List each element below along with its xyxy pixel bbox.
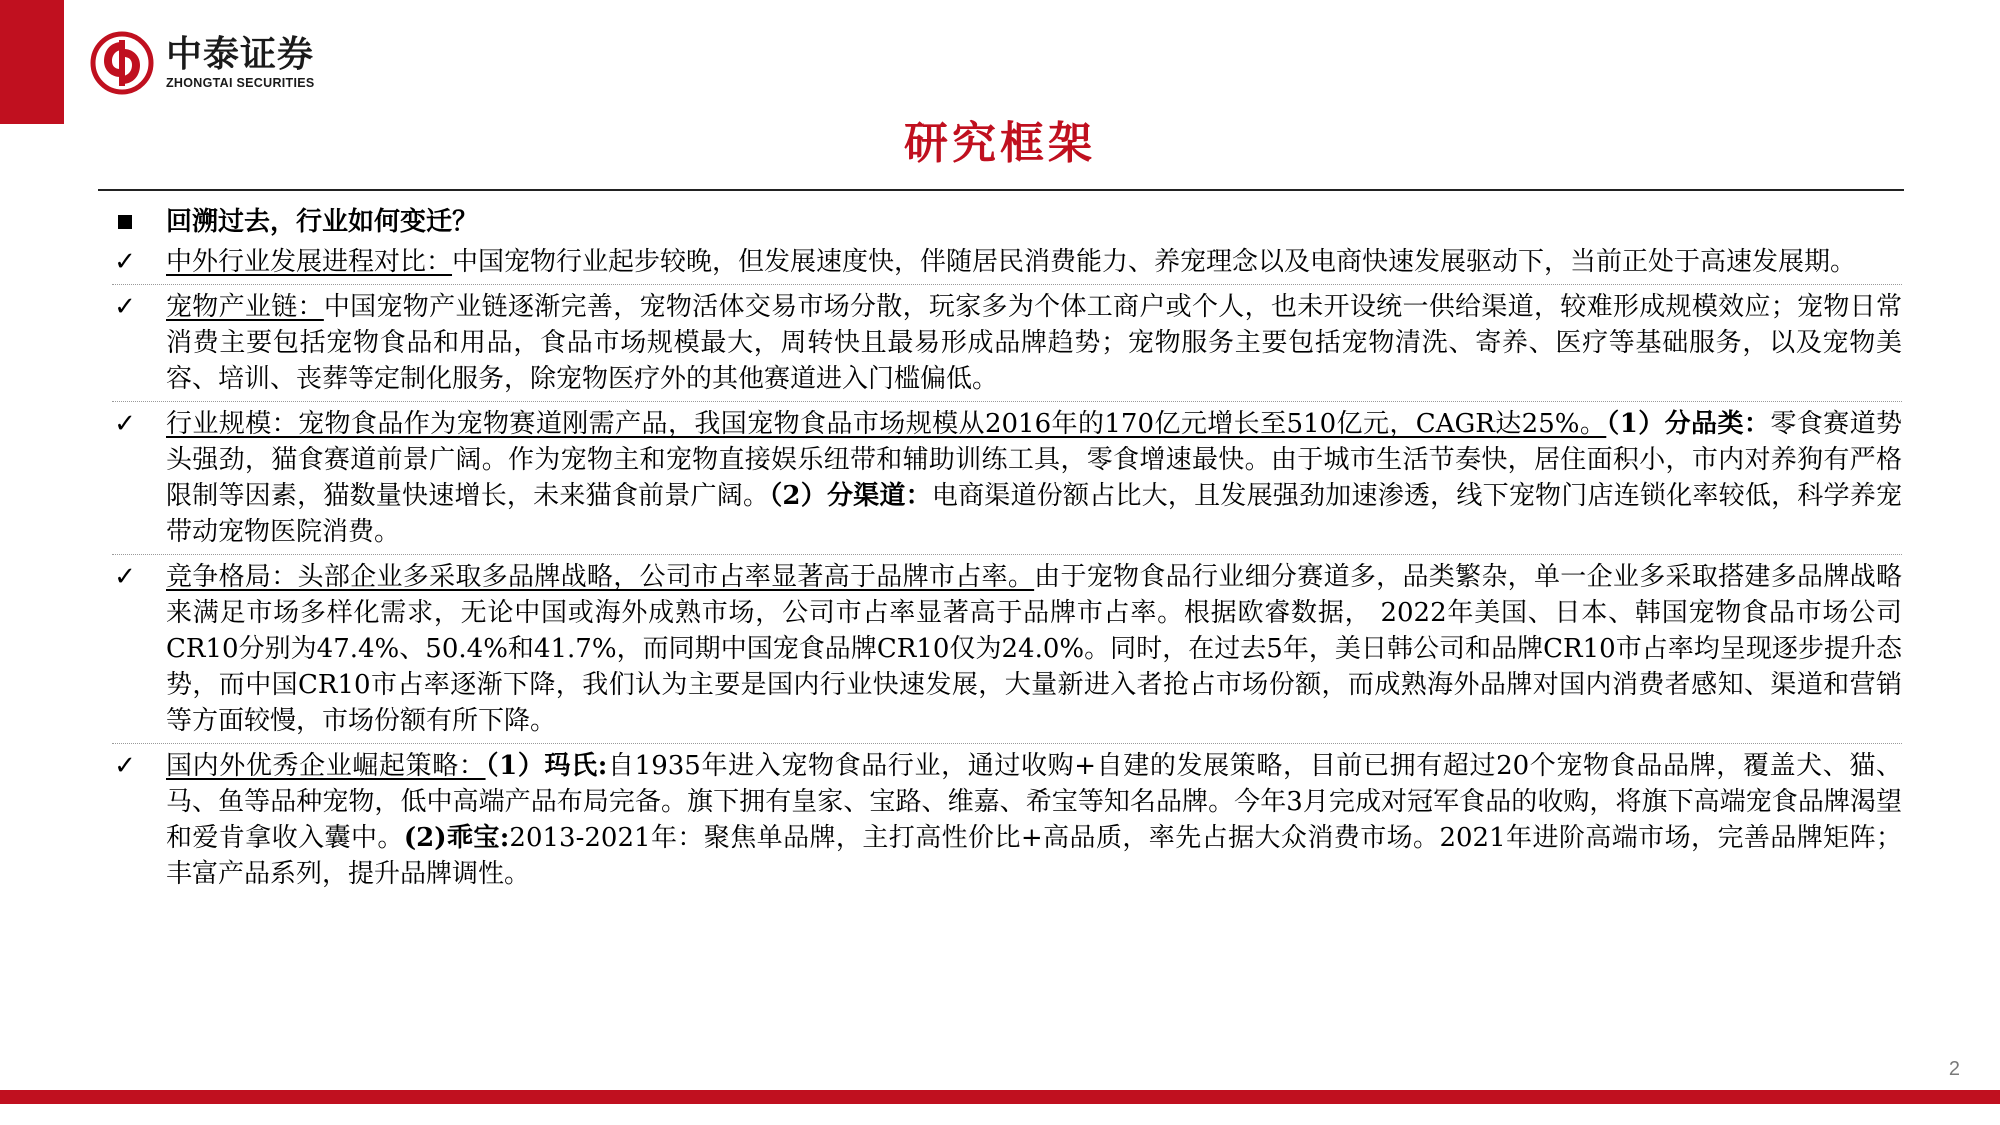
list-item	[112, 748, 1902, 896]
checkmark-icon: ✓	[114, 247, 136, 277]
item-body: 中国宠物产业链逐渐完善，宠物活体交易市场分散，玩家多为个体工商户或个人，也未开设统一供给渠道，较难形成规模效应；宠物日常消费主要包括宠物食品和用品，食品市场规模最大，周转快且最易形成品牌趋势；宠物服务主要包括宠物清洗、寄养、医疗等基础服务，以及宠物美容、培训、丧葬等定制化服务，除宠物医疗外的其他赛道进入门槛偏低。	[166, 292, 1902, 394]
checkmark-icon: ✓	[114, 292, 136, 322]
item-subheading: （2）分渠道：	[769, 481, 932, 511]
item-label: 宠物产业链：	[166, 292, 324, 322]
page-number: 2	[1948, 1058, 1960, 1080]
footer-bar	[0, 1090, 2000, 1104]
section-heading	[112, 204, 1902, 240]
item-body: 由于宠物食品行业细分赛道多，品类繁杂，单一企业多采取搭建多品牌战略来满足市场多样化需求，无论中国或海外成熟市场，公司市占率显著高于品牌市占率。根据欧睿数据， 2022年美国、日本、韩国宠物食品市场公司CR10分别为47.4%、50.4%和41.7%，而同期中国宠食品牌CR10仅为24.0%。同时，在过去5年，美日韩公司和品牌CR10市占率均呈现逐步提升态势，而中国CR10市占率逐渐下降，我们认为主要是国内行业快速发展，大量新进入者抢占市场份额，而成熟海外品牌对国内消费者感知、渠道和营销等方面较慢，市场份额有所下降。	[166, 562, 1902, 736]
title-divider	[98, 189, 1904, 191]
list-item	[112, 559, 1902, 744]
list-item-text	[166, 748, 1902, 892]
item-body: 自1935年进入宠物食品行业，通过收购+自建的发展策略，目前已拥有超过20个宠物食品品牌，覆盖犬、猫、马、鱼等品种宠物，低中高端产品布局完备。旗下拥有皇家、宝路、维嘉、希宝等知名品牌。今年3月完成对冠军食品的收购，将旗下高端宠食品牌渴望和爱肯拿收入囊中。	[166, 751, 1902, 853]
item-subheading: (2)乖宝:	[403, 823, 510, 853]
item-body: 中国宠物行业起步较晚，但发展速度快，伴随居民消费能力、养宠理念以及电商快速发展驱动下，当前正处于高速发展期。	[452, 247, 1857, 277]
list-item	[112, 406, 1902, 555]
list-item-text	[166, 289, 1902, 397]
item-subheading: （1）分品类：	[1606, 409, 1771, 439]
item-body: 电商渠道份额占比大，且发展强劲加速渗透，线下宠物门店连锁化率较低，科学养宠带动宠物医院消费。	[166, 481, 1902, 547]
item-label: 国内外优秀企业崛起策略：	[166, 751, 486, 781]
item-label: 中外行业发展进程对比：	[166, 247, 453, 277]
list-item-text	[166, 559, 1902, 739]
checkmark-icon: ✓	[114, 409, 136, 439]
checkmark-icon: ✓	[114, 562, 136, 592]
zhongtai-logo-icon	[90, 31, 154, 95]
item-label: 行业规模：宠物食品作为宠物赛道刚需产品，我国宠物食品市场规模从2016年的170亿元增长至510亿元，CAGR达25%。	[166, 409, 1607, 439]
list-item-text	[166, 406, 1902, 550]
item-label: 竞争格局：头部企业多采取多品牌战略，公司市占率显著高于品牌市占率。	[166, 562, 1035, 592]
list-item-text	[166, 244, 1902, 280]
page-title: 研究框架	[904, 118, 1096, 169]
list-item	[112, 244, 1902, 285]
brand-name-cn: 中泰证券	[166, 34, 315, 75]
item-body: 零食赛道势头强劲，猫食赛道前景广阔。作为宠物主和宠物直接娱乐纽带和辅助训练工具，零食增速最快。由于城市生活节奏快，居住面积小，市内对养狗有严格限制等因素，猫数量快速增长，未来猫食前景广阔。	[166, 409, 1903, 511]
content-area	[112, 204, 1902, 896]
brand-name-en: ZHONGTAI SECURITIES	[166, 76, 315, 90]
checkmark-icon: ✓	[114, 751, 136, 781]
item-subheading: （1）玛氏:	[485, 751, 608, 781]
company-logo	[90, 30, 315, 96]
section-heading-text: 回溯过去，行业如何变迁？	[166, 207, 479, 237]
item-body: 2013-2021年：聚焦单品牌，主打高性价比+高品质，率先占据大众消费市场。2021年进阶高端市场，完善品牌矩阵；丰富产品系列，提升品牌调性。	[166, 823, 1902, 889]
brand-color-strip	[0, 0, 64, 124]
square-bullet-icon	[118, 215, 132, 229]
list-item	[112, 289, 1902, 402]
